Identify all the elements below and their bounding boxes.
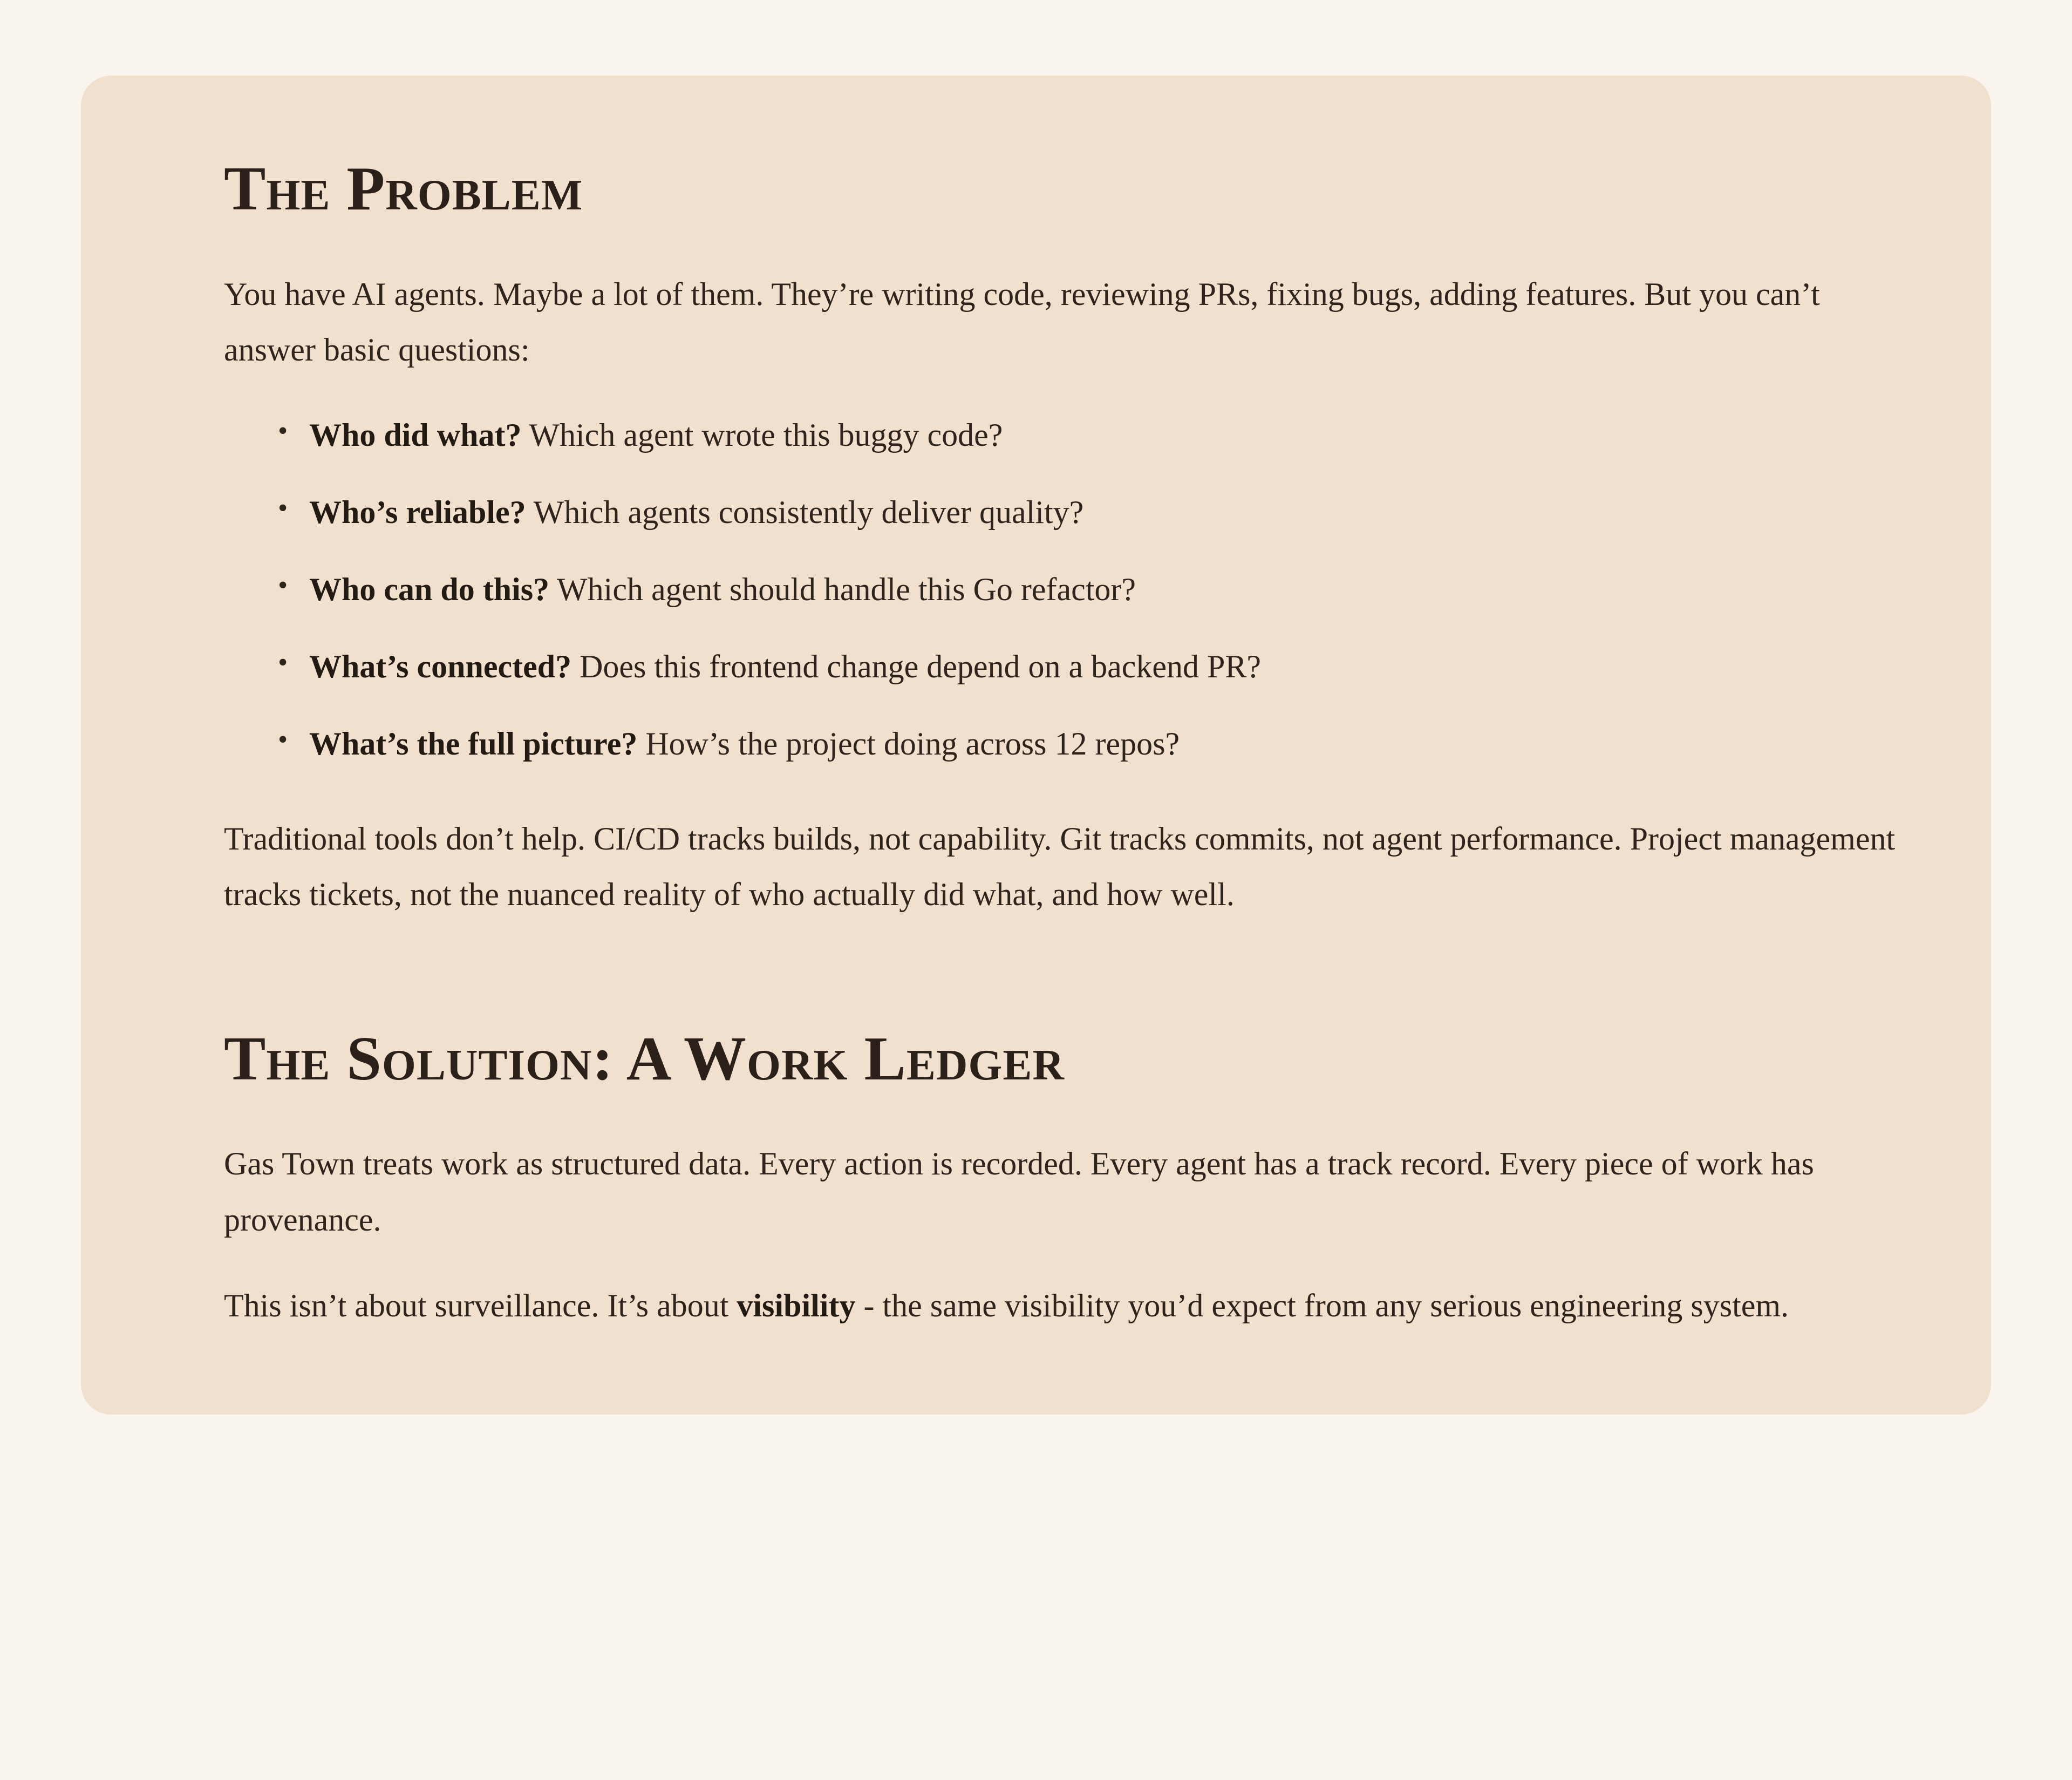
- problem-question-list: [224, 413, 1899, 766]
- solution-paragraph-two-before: This isn’t about surveillance. It’s about: [224, 1287, 737, 1323]
- list-item-lead: Who can do this?: [309, 572, 550, 608]
- problem-outro-paragraph: Traditional tools don’t help. CI/CD tracks builds, not capability. Git tracks commits, not agent performance. Project management tracks tickets, not the nuanced reality of who actually did what, and how well.: [224, 821, 1896, 913]
- list-item: [278, 491, 1899, 534]
- list-item-lead: What’s connected?: [309, 649, 572, 685]
- list-item-rest: Which agent should handle this Go refactor?: [549, 572, 1136, 608]
- list-item-rest: How’s the project doing across 12 repos?: [637, 726, 1180, 762]
- solution-paragraph-one: Gas Town treats work as structured data. Every action is recorded. Every agent has a track record. Every piece of work has provenance.: [224, 1146, 1814, 1238]
- list-item: [278, 645, 1899, 689]
- list-item-rest: Which agents consistently deliver quality?: [526, 494, 1084, 531]
- page-title-the-problem: The Problem: [224, 154, 583, 223]
- list-item: [278, 413, 1899, 457]
- visibility-emphasis: visibility: [737, 1287, 856, 1323]
- problem-intro-paragraph: You have AI agents. Maybe a lot of them. They’re writing code, reviewing PRs, fixing bugs, adding features. But you can’t answer basic questions:: [224, 276, 1820, 368]
- list-item-lead: What’s the full picture?: [309, 726, 638, 762]
- list-item-rest: Does this frontend change depend on a backend PR?: [571, 649, 1262, 685]
- list-item: [278, 722, 1899, 766]
- solution-paragraph-two: [224, 1278, 1899, 1334]
- list-item: [278, 568, 1899, 612]
- list-item-rest: Which agent wrote this buggy code?: [521, 417, 1003, 453]
- content-card: [81, 76, 1991, 1415]
- list-item-lead: Who’s reliable?: [309, 494, 526, 531]
- solution-paragraph-two-after: - the same visibility you’d expect from any serious engineering system.: [855, 1287, 1789, 1323]
- list-item-lead: Who did what?: [309, 417, 522, 453]
- page-title-the-solution: The Solution: A Work Ledger: [224, 1024, 1065, 1093]
